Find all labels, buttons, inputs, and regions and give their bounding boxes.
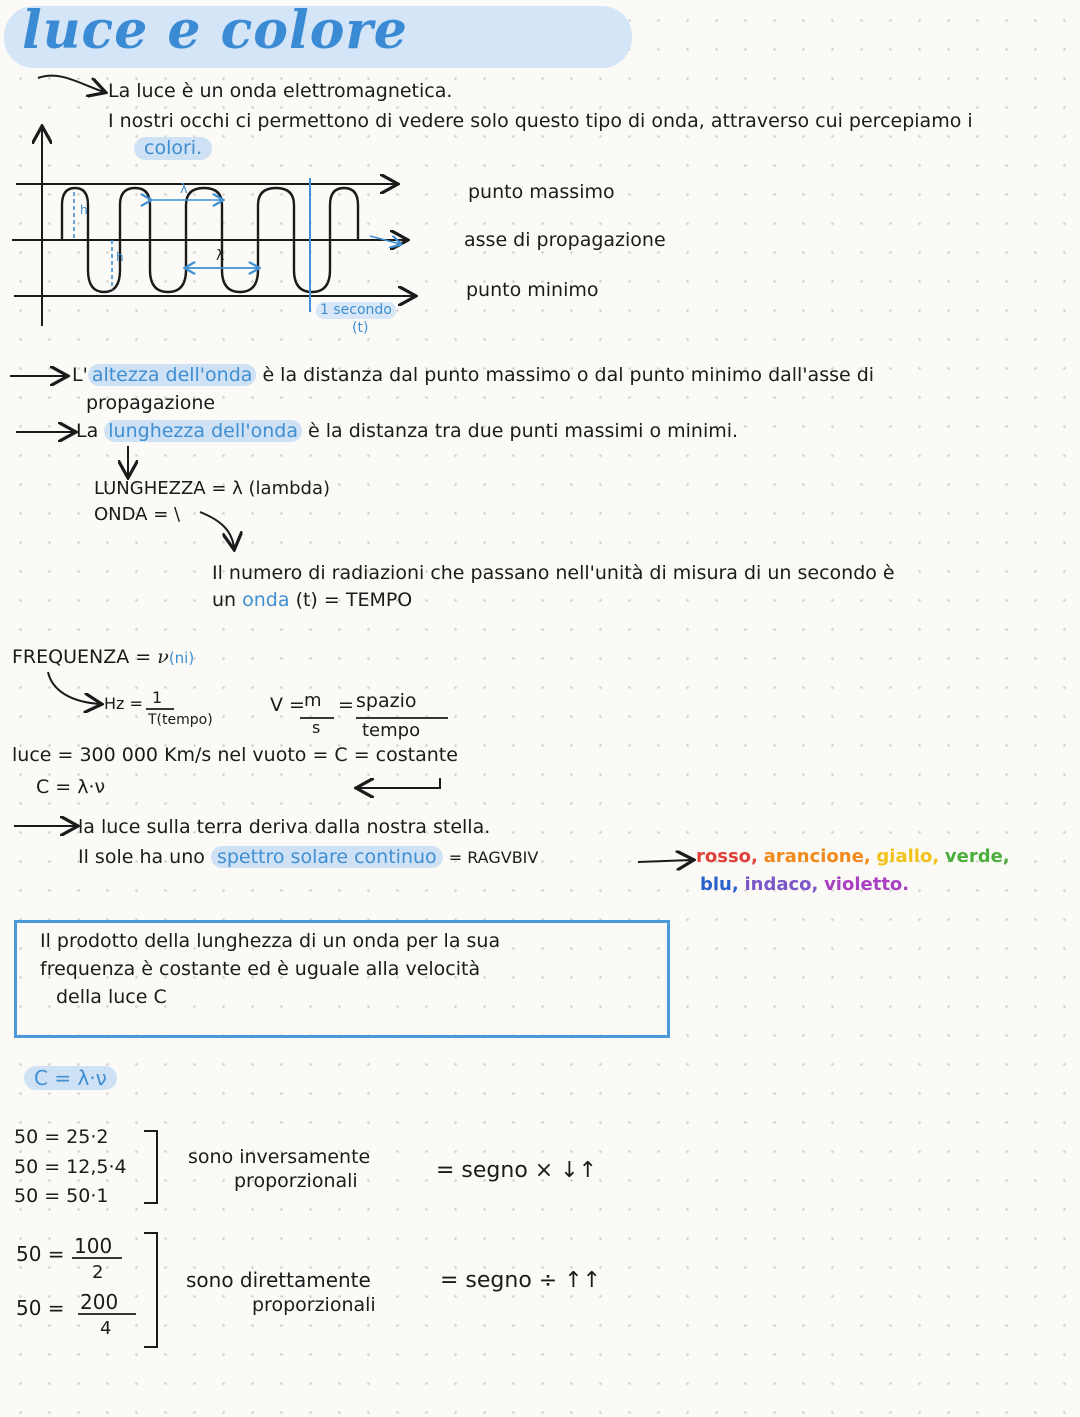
direct-row-left: 50 = xyxy=(16,1296,65,1320)
formula-label: C = λ·ν xyxy=(24,1066,117,1090)
direct-text-1: sono direttamente xyxy=(186,1268,371,1292)
inverse-bracket xyxy=(144,1130,158,1204)
intro-arrow xyxy=(38,76,104,92)
v-numerator-2: spazio xyxy=(356,690,417,712)
box-line-1: Il prodotto della lunghezza di un onda per la sua xyxy=(40,930,501,952)
direct-bracket xyxy=(144,1232,158,1348)
v-denominator: s xyxy=(312,718,321,737)
label-propagation-axis: asse di propagazione xyxy=(464,229,666,251)
sun-line-1: la luce sulla terra deriva dalla nostra stella. xyxy=(78,816,491,838)
box-line-2: frequenza è costante ed è uguale alla velocità xyxy=(40,958,481,980)
box-line-3: della luce C xyxy=(56,986,167,1008)
lunghezza-term: lunghezza dell'onda xyxy=(104,420,302,442)
inverse-sign: = segno × ↓↑ xyxy=(436,1158,598,1183)
direct-row-left: 50 = xyxy=(16,1242,65,1266)
label-min-point: punto minimo xyxy=(466,279,599,301)
v-numerator: m xyxy=(304,690,322,711)
frequency-label: FREQUENZA = ν(ni) xyxy=(12,646,195,668)
light-speed: luce = 300 000 Km/s nel vuoto = C = costante xyxy=(12,744,458,766)
inverse-text-1: sono inversamente xyxy=(188,1146,371,1168)
inverse-row: 50 = 50·1 xyxy=(14,1185,109,1207)
direct-text-2: proporzionali xyxy=(252,1294,376,1316)
label-one-second: 1 secondo xyxy=(316,302,396,319)
label-h-top: h xyxy=(80,203,88,217)
onda-term: onda xyxy=(242,589,290,611)
inverse-text-2: proporzionali xyxy=(234,1170,358,1192)
direct-row-den: 4 xyxy=(100,1318,112,1339)
label-max-point: punto massimo xyxy=(468,181,615,203)
v-equals: = xyxy=(338,694,354,716)
light-formula: C = λ·ν xyxy=(36,776,106,798)
direct-row-num: 200 xyxy=(80,1290,119,1314)
label-lambda-top: λ xyxy=(180,182,188,197)
page-title: luce e colore xyxy=(22,0,408,61)
inverse-row: 50 = 12,5·4 xyxy=(14,1156,127,1178)
altezza-definition-cont: propagazione xyxy=(86,392,216,414)
intro-line-3: colori. xyxy=(134,137,212,160)
color-list-line-1: rosso, arancione, giallo, verde, xyxy=(696,846,1010,867)
v-label: V = xyxy=(270,694,305,716)
direct-row-num: 100 xyxy=(74,1234,113,1258)
label-t: (t) xyxy=(352,320,369,336)
color-list-line-2: blu, indaco, violetto. xyxy=(700,874,910,895)
sun-line-2: Il sole ha uno spettro solare continuo = RAGVBIV xyxy=(78,846,539,868)
v-denominator-2: tempo xyxy=(362,720,421,741)
altezza-definition: L' altezza dell'onda è la distanza dal punto massimo o dal punto minimo dall'asse di xyxy=(72,364,875,386)
label-h-bottom: h xyxy=(116,250,124,264)
intro-line-2: I nostri occhi ci permettono di vedere solo questo tipo di onda, attraverso cui percepiamo i xyxy=(108,110,973,132)
hz-label: Hz = xyxy=(104,694,143,713)
label-lambda-bottom: λ xyxy=(216,248,225,264)
hz-denominator: T(tempo) xyxy=(148,712,213,728)
altezza-term: altezza dell'onda xyxy=(88,364,257,386)
inverse-row: 50 = 25·2 xyxy=(14,1126,109,1148)
frequency-definition-line2: un onda (t) = TEMPO xyxy=(212,589,413,611)
intro-line-1: La luce è un onda elettromagnetica. xyxy=(108,80,453,102)
lunghezza-definition: La lunghezza dell'onda è la distanza tra due punti massimi o minimi. xyxy=(76,420,739,442)
lambda-definition-line2: ONDA = \ xyxy=(94,504,181,525)
frequency-definition: Il numero di radiazioni che passano nell'unità di misura di un secondo è xyxy=(212,562,895,584)
hz-numerator: 1 xyxy=(152,688,163,707)
direct-row-den: 2 xyxy=(92,1262,104,1283)
spectrum-term: spettro solare continuo xyxy=(211,846,443,868)
lambda-definition: LUNGHEZZA = λ (lambda) xyxy=(94,478,331,499)
direct-sign: = segno ÷ ↑↑ xyxy=(440,1268,602,1293)
